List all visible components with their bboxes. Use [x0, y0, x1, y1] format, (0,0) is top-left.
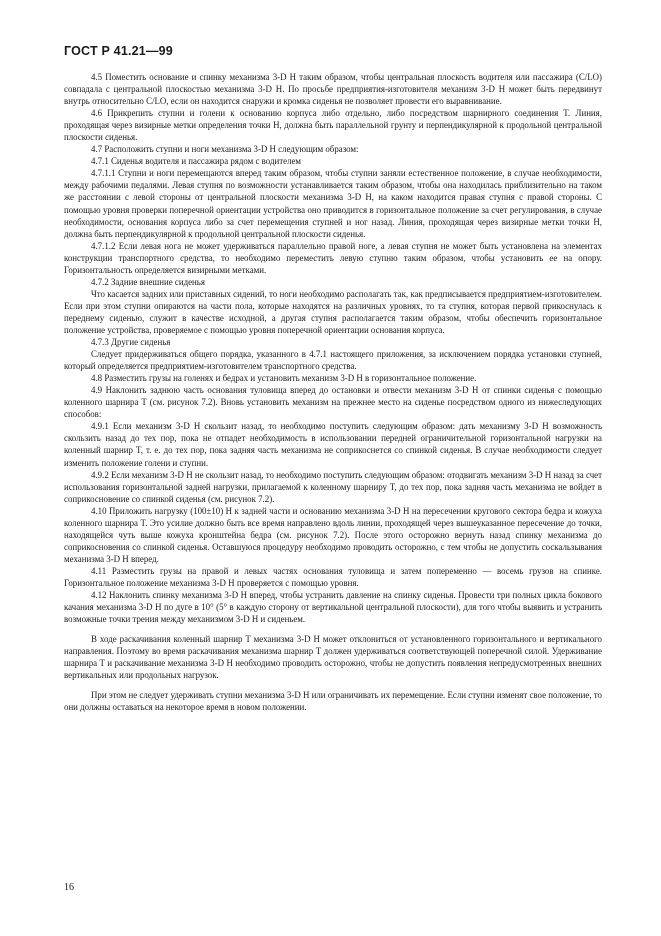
paragraph-4-10: 4.10 Приложить нагрузку (100±10) Н к задней части и основанию механизма 3-D H на пересечении кругового сектора бедра и кожуха коленного шарнира T. Это усилие должно быть все время направлено вдоль линии, проходящей через вышеуказанное пересечение до точки, находящейся чуть выше кожуха кронштейна бедра (см. рисунок 7.2). После этого осторожно вернуть назад спинку механизма до соприкосновения со спинкой сиденья. Оставшуюся процедуру необходимо проводить осторожно, с тем чтобы не допустить соскальзывания механизма 3-D H вперед. [64, 505, 602, 564]
page-number: 16 [64, 882, 74, 893]
document-body [64, 71, 602, 713]
paragraph-4-9-2: 4.9.2 Если механизм 3-D H не скользит назад, то необходимо поступить следующим образом: отодвигать механизм 3-D H назад за счет использования горизонтальной задней нагрузки, прилагаемой к коленному шарниру T, до тех пор, пока задняя часть механизма не войдет в соприкосновение со спинкой сиденья (см. рисунок 7.2). [64, 469, 602, 504]
paragraph-4-12: 4.12 Наклонить спинку механизма 3-D H вперед, чтобы устранить давление на спинку сиденья. Провести три полных цикла бокового качания механизма 3-D H по дуге в 10° (5° в каждую сторону от вертикальной центральной плоскости), для того чтобы выявить и устранить возможные точки трения между механизмом 3-D H и сиденьем. [64, 590, 602, 625]
paragraph-4-7-1: 4.7.1 Сиденья водителя и пассажира рядом с водителем [91, 156, 302, 167]
paragraph-4-7: 4.7 Расположить ступни и ноги механизма 3-D H следующим образом: [91, 144, 359, 155]
paragraph-4-5: 4.5 Поместить основание и спинку механизма 3-D H таким образом, чтобы центральная плоскость водителя или пассажира (C/LO) совпадала с центральной плоскостью механизма 3-D H. По просьбе предприятия-изготовителя механизм 3-D H может быть передвинут внутрь относительно C/LO, если он находится снаружи и кромка сиденья не позволяет провести его выравнивание. [64, 72, 602, 107]
paragraph-4-7-1-1: 4.7.1.1 Ступни и ноги перемещаются вперед таким образом, чтобы ступни заняли естественное положение, в случае необходимости, между рабочими педалями. Левая ступня по возможности устанавливается таким образом, чтобы она находилась приблизительно на таком же расстоянии с левой стороны от центральной плоскости механизма 3-D H, на каком находится правая ступня с правой стороны. С помощью уровня проверки поперечной ориентации устройства оно приводится в горизонтальное положение за счет регулирования, в случае необходимости, основания корпуса либо за счет перемещения ступней и ног назад. Линия, проходящая через визирные метки точки H, должна быть перпендикулярной к продольной центральной плоскости сиденья. [64, 168, 602, 239]
paragraph-4-8: 4.8 Разместить грузы на голенях и бедрах и установить механизм 3-D H в горизонтальное положение. [91, 373, 477, 384]
paragraph-4-7-2: 4.7.2 Задние внешние сиденья [91, 276, 205, 287]
paragraph-rear-seats: Что касается задних или приставных сидений, то ноги необходимо располагать так, как предписывается предприятием-изготовителем. Если при этом ступни опираются на части пола, которые находятся на различных уровнях, то та ступня, которая первой прикоснулась к переднему сиденью, служит в качестве исходной, а другая ступня располагается таким образом, чтобы обеспечить горизонтальное положение устройства, проверяемое с помощью уровня поперечной ориентации основания корпуса. [64, 288, 602, 335]
paragraph-other-seats: Следует придерживаться общего порядка, указанного в 4.7.1 настоящего приложения, за исключением порядка установки ступней, который определяется предприятием-изготовителем транспортного средства. [64, 349, 602, 372]
document-header: ГОСТ Р 41.21—99 [64, 44, 173, 58]
paragraph-4-7-3: 4.7.3 Другие сиденья [91, 337, 171, 348]
paragraph-4-9: 4.9 Наклонить заднюю часть основания туловища вперед до остановки и отвести механизм 3-D H от спинки сиденья с помощью коленного шарнира T (см. рисунок 7.2). Вновь установить механизм на прежнее место на сиденье посредством одного из нижеследующих способов: [64, 385, 602, 420]
paragraph-feet: При этом не следует удерживать ступни механизма 3-D H или ограничивать их перемещение. Если ступни изменят свое положение, то они должны оставаться на некоторое время в новом положении. [64, 690, 602, 713]
paragraph-rocking: В ходе раскачивания коленный шарнир T механизма 3-D H может отклониться от установленного горизонтального и вертикального направления. Поэтому во время раскачивания механизма шарнир T должен удерживаться соответствующей поперечной силой. Удерживание шарнира T и раскачивание механизма 3-D H необходимо проводить осторожно, чтобы не допустить появления непредусмотренных внешних вертикальных или продольных нагрузок. [64, 634, 602, 681]
paragraph-4-11: 4.11 Разместить грузы на правой и левых частях основания туловища и затем попеременно — восемь грузов на спинке. Горизонтальное положение механизма 3-D H проверяется с помощью уровня. [64, 565, 602, 588]
paragraph-4-9-1: 4.9.1 Если механизм 3-D H скользит назад, то необходимо поступить следующим образом: дать механизму 3-D H возможность скользить назад до тех пор, пока не отпадет необходимость в использовании передней ограничительной горизонтальной нагрузки на коленный шарнир T, т. е. до тех пор, пока задняя часть механизма не соприкоснется со спинкой сиденья. В случае необходимости следует изменить положение голени и ступни. [64, 421, 602, 468]
paragraph-4-7-1-2: 4.7.1.2 Если левая нога не может удерживаться параллельно правой ноге, а левая ступня не может быть установлена на элементах конструкции транспортного средства, то необходимо переместить левую ступню таким образом, чтобы установить ее на опору. Горизонтальность определяется визирными метками. [64, 240, 602, 275]
paragraph-4-6: 4.6 Прикрепить ступни и голени к основанию корпуса либо отдельно, либо посредством шарнирного соединения T. Линия, проходящая через визирные метки определения точки H, должна быть параллельной грунту и перпендикулярной к продольной центральной плоскости сиденья. [64, 108, 602, 143]
